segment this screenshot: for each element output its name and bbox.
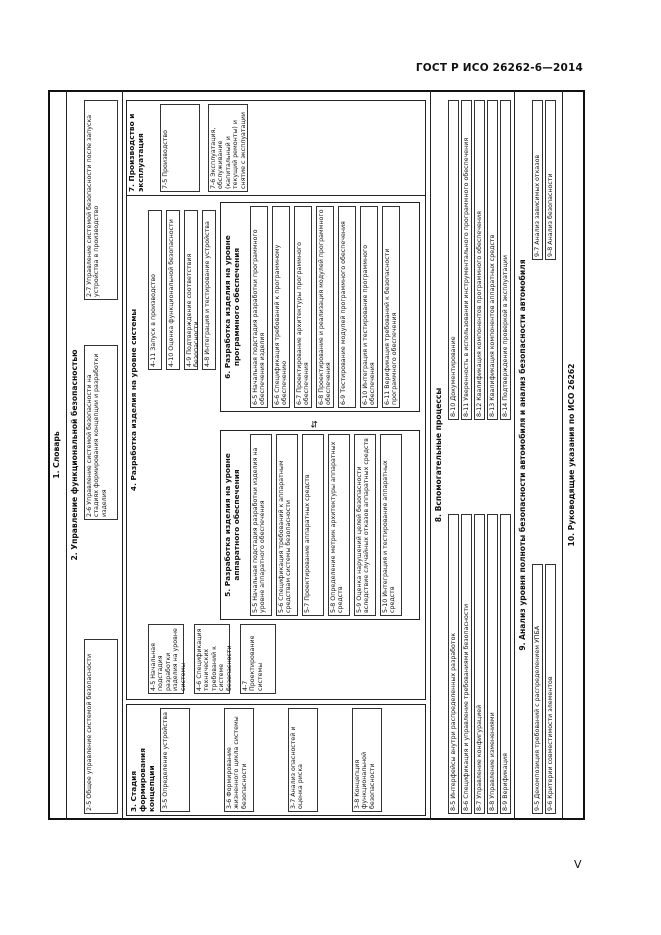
divider	[562, 90, 563, 820]
p8l-item-1: 8-5 Интерфейсы внутри распределенных разработок	[448, 514, 459, 814]
p5-item-2: 5-6 Спецификация требований к аппаратным средствам системы безопасности	[276, 434, 298, 616]
p4l-item-3: 4-7 Проектирование системы	[240, 624, 276, 694]
p4r-item-3: 4-9 Подтверждение соответствия безопасности	[184, 210, 198, 370]
p4r-item-4: 4-8 Интеграция и тестирование устройства	[202, 210, 216, 370]
part8-title: 8. Вспомогательные процессы	[434, 387, 443, 523]
part9-title: 9. Анализ уровня полноты безопасности автомобиля и анализ безопасности автомобиля	[518, 259, 527, 651]
p5-item-5: 5-9 Оценка нарушений целей безопасности вследствие случайных отказов аппаратных средств	[354, 434, 376, 616]
part2-item-27: 2-7 Управление системой безопасности после запуска устройства в производство	[84, 100, 118, 300]
p4l-item-2: 4-6 Спецификация технических требований к системе безопасности	[194, 624, 230, 694]
p8r-item-4: 8-13 Квалификация компонентов аппаратных средств	[487, 100, 498, 420]
bidirectional-arrow-icon: ⇆	[310, 420, 320, 428]
p7-item-2: 7-6 Эксплуатация, обслуживание (капитальный и текущий ремонты) и снятие с эксплуатации	[208, 104, 248, 192]
part7-title: 7. Производство и эксплуатация	[127, 113, 145, 192]
p3-item-3: 3-7 Анализ опасностей и оценка риска	[288, 708, 318, 812]
part6-title: 6. Разработка изделия на уровне программного обеспечения	[223, 235, 241, 379]
p3-item-2: 3-6 Формирование жизненного цикла системы безопасности	[224, 708, 254, 812]
p9l-item-1: 9-5 Декомпозиция требований с распределением УПБА	[532, 564, 543, 814]
p8r-item-3: 8-12 Квалификация компонентов программного обеспечения	[474, 100, 485, 420]
divider	[122, 90, 123, 820]
part2-item-25: 2-5 Общее управление системой безопасности	[84, 639, 118, 814]
p9r-item-1: 9-7 Анализ зависимых отказов	[532, 100, 543, 260]
p6-item-3: 6-7 Проектирование архитектуры программного обеспечения	[294, 206, 312, 408]
part2-title: 2. Управление функциональной безопасностью	[70, 349, 79, 561]
divider	[430, 90, 431, 820]
p4l-item-1: 4-5 Начальная подстадия разработки изделия на уровне системы	[148, 624, 184, 694]
p3-item-1: 3-5 Определение устройства	[160, 708, 190, 812]
part2-item-26: 2-6 Управление системой безопасности на стадиях формирования концепции и разработки изделия	[84, 345, 118, 520]
p9r-item-2: 9-8 Анализ безопасности	[545, 100, 556, 260]
p6-item-6: 6-10 Интеграция и тестирование программного обеспечения	[360, 206, 378, 408]
p8r-item-5: 8-14 Подтверждение проверкой в эксплуатации	[500, 100, 511, 420]
p6-item-4: 6-8 Проектирование и реализация модулей программного обеспечения	[316, 206, 334, 408]
p4r-item-2: 4-10 Оценка функциональной безопасности	[166, 210, 180, 370]
part5-title: 5. Разработка изделия на уровне аппаратного обеспечения	[223, 453, 241, 597]
p6-item-2: 6-6 Спецификация требований к программному обеспечению	[272, 206, 290, 408]
document-header: ГОСТ Р ИСО 26262-6—2014	[415, 62, 583, 74]
p5-item-4: 5-8 Определение метрик архитектуры аппаратных средств	[328, 434, 350, 616]
iso26262-overview-scheme	[48, 90, 585, 820]
p6-item-5: 6-9 Тестирование модулей программного обеспечения	[338, 206, 356, 408]
p8l-item-2: 8-6 Спецификация и управление требованиями безопасности	[461, 514, 472, 814]
p5-item-1: 5-5 Начальная подстадия разработки изделия на уровне аппаратного обеспечения	[250, 434, 272, 616]
p8l-item-4: 8-8 Управление изменениями	[487, 514, 498, 814]
p8r-item-2: 8-11 Уверенность в использовании инструментального программного обеспечения	[461, 100, 472, 420]
page-number: V	[574, 858, 582, 871]
p6-item-7: 6-11 Верификация требований к безопасности программного обеспечения	[382, 206, 400, 408]
p8l-item-3: 8-7 Управление конфигурацией	[474, 514, 485, 814]
p8r-item-1: 8-10 Документирование	[448, 100, 459, 420]
p8l-item-5: 8-9 Верификация	[500, 514, 511, 814]
p9l-item-2: 9-6 Критерии совместимости элементов	[545, 564, 556, 814]
p6-item-1: 6-5 Начальная подстадия разработки программного обеспечения изделия	[250, 206, 268, 408]
p5-item-3: 5-7 Проектирование аппаратных средств	[302, 434, 324, 616]
divider	[66, 90, 67, 820]
part10-title: 10. Руководящие указания по ИСО 26262	[567, 363, 576, 547]
divider	[514, 90, 515, 820]
p4r-item-1: 4-11 Запуск в производство	[148, 210, 162, 370]
part4-title: 4. Разработка изделия на уровне системы	[129, 308, 138, 492]
p3-item-4: 3-8 Концепция функциональной безопасности	[352, 708, 382, 812]
part3-title: 3. Стадия формирования концепции	[129, 748, 156, 812]
p5-item-6: 5-10 Интеграция и тестирование аппаратных средств	[380, 434, 402, 616]
p7-item-1: 7-5 Производство	[160, 104, 200, 192]
part1-title: 1. Словарь	[52, 431, 61, 479]
